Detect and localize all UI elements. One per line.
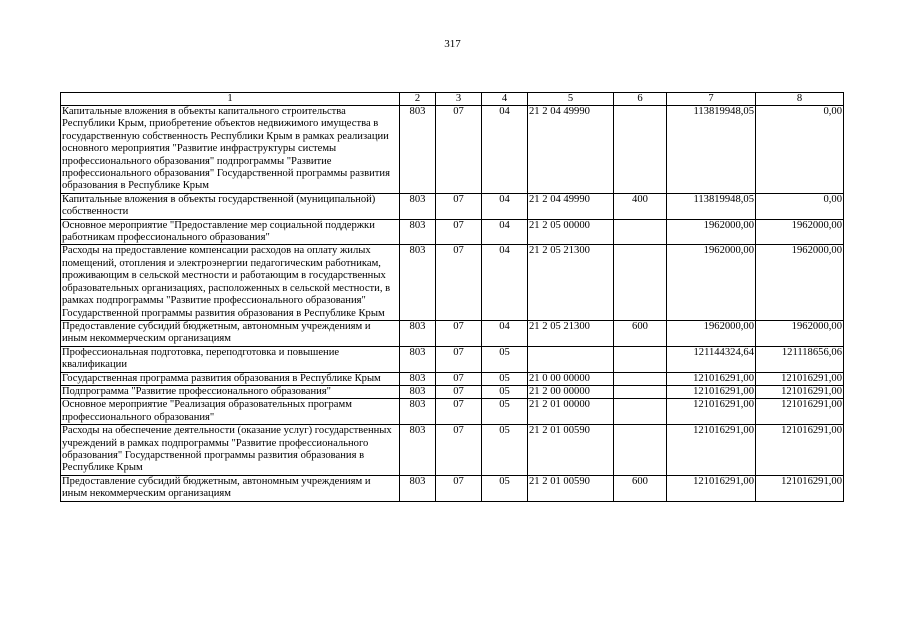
page-number: 317	[444, 38, 461, 50]
cell-col3: 07	[436, 399, 482, 425]
cell-col3: 07	[436, 346, 482, 372]
cell-col3: 07	[436, 372, 482, 385]
cell-col8: 121016291,00	[756, 475, 844, 501]
cell-col6: 400	[614, 193, 667, 219]
cell-col6: 600	[614, 475, 667, 501]
table-row	[61, 245, 844, 320]
table-row	[61, 219, 844, 245]
cell-col4: 04	[482, 106, 528, 194]
cell-col4: 05	[482, 385, 528, 398]
cell-col3: 07	[436, 219, 482, 245]
row-name: Государственная программа развития образования в Республике Крым	[61, 372, 400, 385]
column-header: 7	[667, 93, 756, 106]
table-row	[61, 346, 844, 372]
table-row	[61, 385, 844, 398]
cell-col5: 21 2 01 00590	[528, 425, 614, 476]
cell-col2: 803	[400, 475, 436, 501]
cell-col7: 121016291,00	[667, 399, 756, 425]
cell-col4: 05	[482, 399, 528, 425]
cell-col8: 1962000,00	[756, 245, 844, 320]
cell-col8: 1962000,00	[756, 219, 844, 245]
column-header: 2	[400, 93, 436, 106]
table-row	[61, 475, 844, 501]
cell-col5: 21 2 05 00000	[528, 219, 614, 245]
cell-col2: 803	[400, 193, 436, 219]
cell-col3: 07	[436, 320, 482, 346]
cell-col6	[614, 385, 667, 398]
cell-col2: 803	[400, 385, 436, 398]
cell-col3: 07	[436, 245, 482, 320]
column-header: 1	[61, 93, 400, 106]
cell-col6	[614, 399, 667, 425]
cell-col8: 121016291,00	[756, 372, 844, 385]
cell-col6	[614, 372, 667, 385]
table-row	[61, 106, 844, 194]
cell-col5: 21 2 04 49990	[528, 193, 614, 219]
row-name: Капитальные вложения в объекты государственной (муниципальной) собственности	[61, 193, 400, 219]
cell-col6	[614, 425, 667, 476]
column-header: 8	[756, 93, 844, 106]
cell-col2: 803	[400, 245, 436, 320]
cell-col6	[614, 106, 667, 194]
cell-col7: 113819948,05	[667, 193, 756, 219]
cell-col7: 121016291,00	[667, 372, 756, 385]
cell-col6: 600	[614, 320, 667, 346]
cell-col4: 05	[482, 346, 528, 372]
table-row	[61, 399, 844, 425]
cell-col7: 1962000,00	[667, 219, 756, 245]
cell-col3: 07	[436, 475, 482, 501]
row-name: Основное мероприятие "Предоставление мер социальной поддержки работникам профессионального образования"	[61, 219, 400, 245]
cell-col3: 07	[436, 385, 482, 398]
column-header: 4	[482, 93, 528, 106]
cell-col7: 121016291,00	[667, 475, 756, 501]
budget-table	[60, 92, 844, 502]
cell-col6	[614, 219, 667, 245]
row-name: Расходы на предоставление компенсации расходов на оплату жилых помещений, отопления и электроэнергии педагогическим работникам, проживающим в сельской местности и работающим в государственных образовательных организациях, расположенных в сельской местности, в рамках подпрограммы "Развитие профессионального образования" Государственной программы развития образования в Республике Крым	[61, 245, 400, 320]
cell-col8: 0,00	[756, 106, 844, 194]
row-name: Капитальные вложения в объекты капитального строительства Республики Крым, приобретение объектов недвижимого имущества в государственную собственность Республики Крым в рамках реализации основного мероприятия "Развитие инфраструктуры системы профессионального образования" подпрограммы "Развитие профессионального образования" Государственной программы развития образования в Республике Крым	[61, 106, 400, 194]
cell-col5: 21 0 00 00000	[528, 372, 614, 385]
row-name: Основное мероприятие "Реализация образовательных программ профессионального образования"	[61, 399, 400, 425]
cell-col7: 121016291,00	[667, 385, 756, 398]
cell-col4: 04	[482, 193, 528, 219]
cell-col3: 07	[436, 106, 482, 194]
cell-col2: 803	[400, 372, 436, 385]
cell-col6	[614, 346, 667, 372]
cell-col8: 121016291,00	[756, 385, 844, 398]
cell-col5: 21 2 04 49990	[528, 106, 614, 194]
row-name: Расходы на обеспечение деятельности (оказание услуг) государственных учреждений в рамках подпрограммы "Развитие профессионального образования" Государственной программы развития образования в Республике Крым	[61, 425, 400, 476]
cell-col8: 0,00	[756, 193, 844, 219]
cell-col4: 05	[482, 372, 528, 385]
row-name: Подпрограмма "Развитие профессионального образования"	[61, 385, 400, 398]
cell-col2: 803	[400, 425, 436, 476]
cell-col4: 04	[482, 320, 528, 346]
cell-col7: 121144324,64	[667, 346, 756, 372]
table-row	[61, 425, 844, 476]
cell-col4: 04	[482, 245, 528, 320]
cell-col7: 113819948,05	[667, 106, 756, 194]
cell-col8: 121016291,00	[756, 399, 844, 425]
table-row	[61, 193, 844, 219]
table-row	[61, 320, 844, 346]
cell-col8: 121118656,06	[756, 346, 844, 372]
cell-col2: 803	[400, 106, 436, 194]
cell-col8: 1962000,00	[756, 320, 844, 346]
cell-col8: 121016291,00	[756, 425, 844, 476]
cell-col5: 21 2 01 00000	[528, 399, 614, 425]
cell-col4: 05	[482, 425, 528, 476]
cell-col5: 21 2 05 21300	[528, 245, 614, 320]
row-name: Предоставление субсидий бюджетным, автономным учреждениям и иным некоммерческим организациям	[61, 320, 400, 346]
cell-col5: 21 2 00 00000	[528, 385, 614, 398]
cell-col5: 21 2 01 00590	[528, 475, 614, 501]
cell-col7: 1962000,00	[667, 320, 756, 346]
cell-col4: 04	[482, 219, 528, 245]
column-header: 5	[528, 93, 614, 106]
table-header-row	[61, 93, 844, 106]
cell-col7: 121016291,00	[667, 425, 756, 476]
cell-col3: 07	[436, 193, 482, 219]
cell-col2: 803	[400, 346, 436, 372]
cell-col4: 05	[482, 475, 528, 501]
column-header: 3	[436, 93, 482, 106]
table-row	[61, 372, 844, 385]
cell-col3: 07	[436, 425, 482, 476]
cell-col7: 1962000,00	[667, 245, 756, 320]
cell-col5	[528, 346, 614, 372]
cell-col5: 21 2 05 21300	[528, 320, 614, 346]
row-name: Предоставление субсидий бюджетным, автономным учреждениям и иным некоммерческим организациям	[61, 475, 400, 501]
cell-col2: 803	[400, 399, 436, 425]
cell-col6	[614, 245, 667, 320]
cell-col2: 803	[400, 320, 436, 346]
row-name: Профессиональная подготовка, переподготовка и повышение квалификации	[61, 346, 400, 372]
cell-col2: 803	[400, 219, 436, 245]
column-header: 6	[614, 93, 667, 106]
